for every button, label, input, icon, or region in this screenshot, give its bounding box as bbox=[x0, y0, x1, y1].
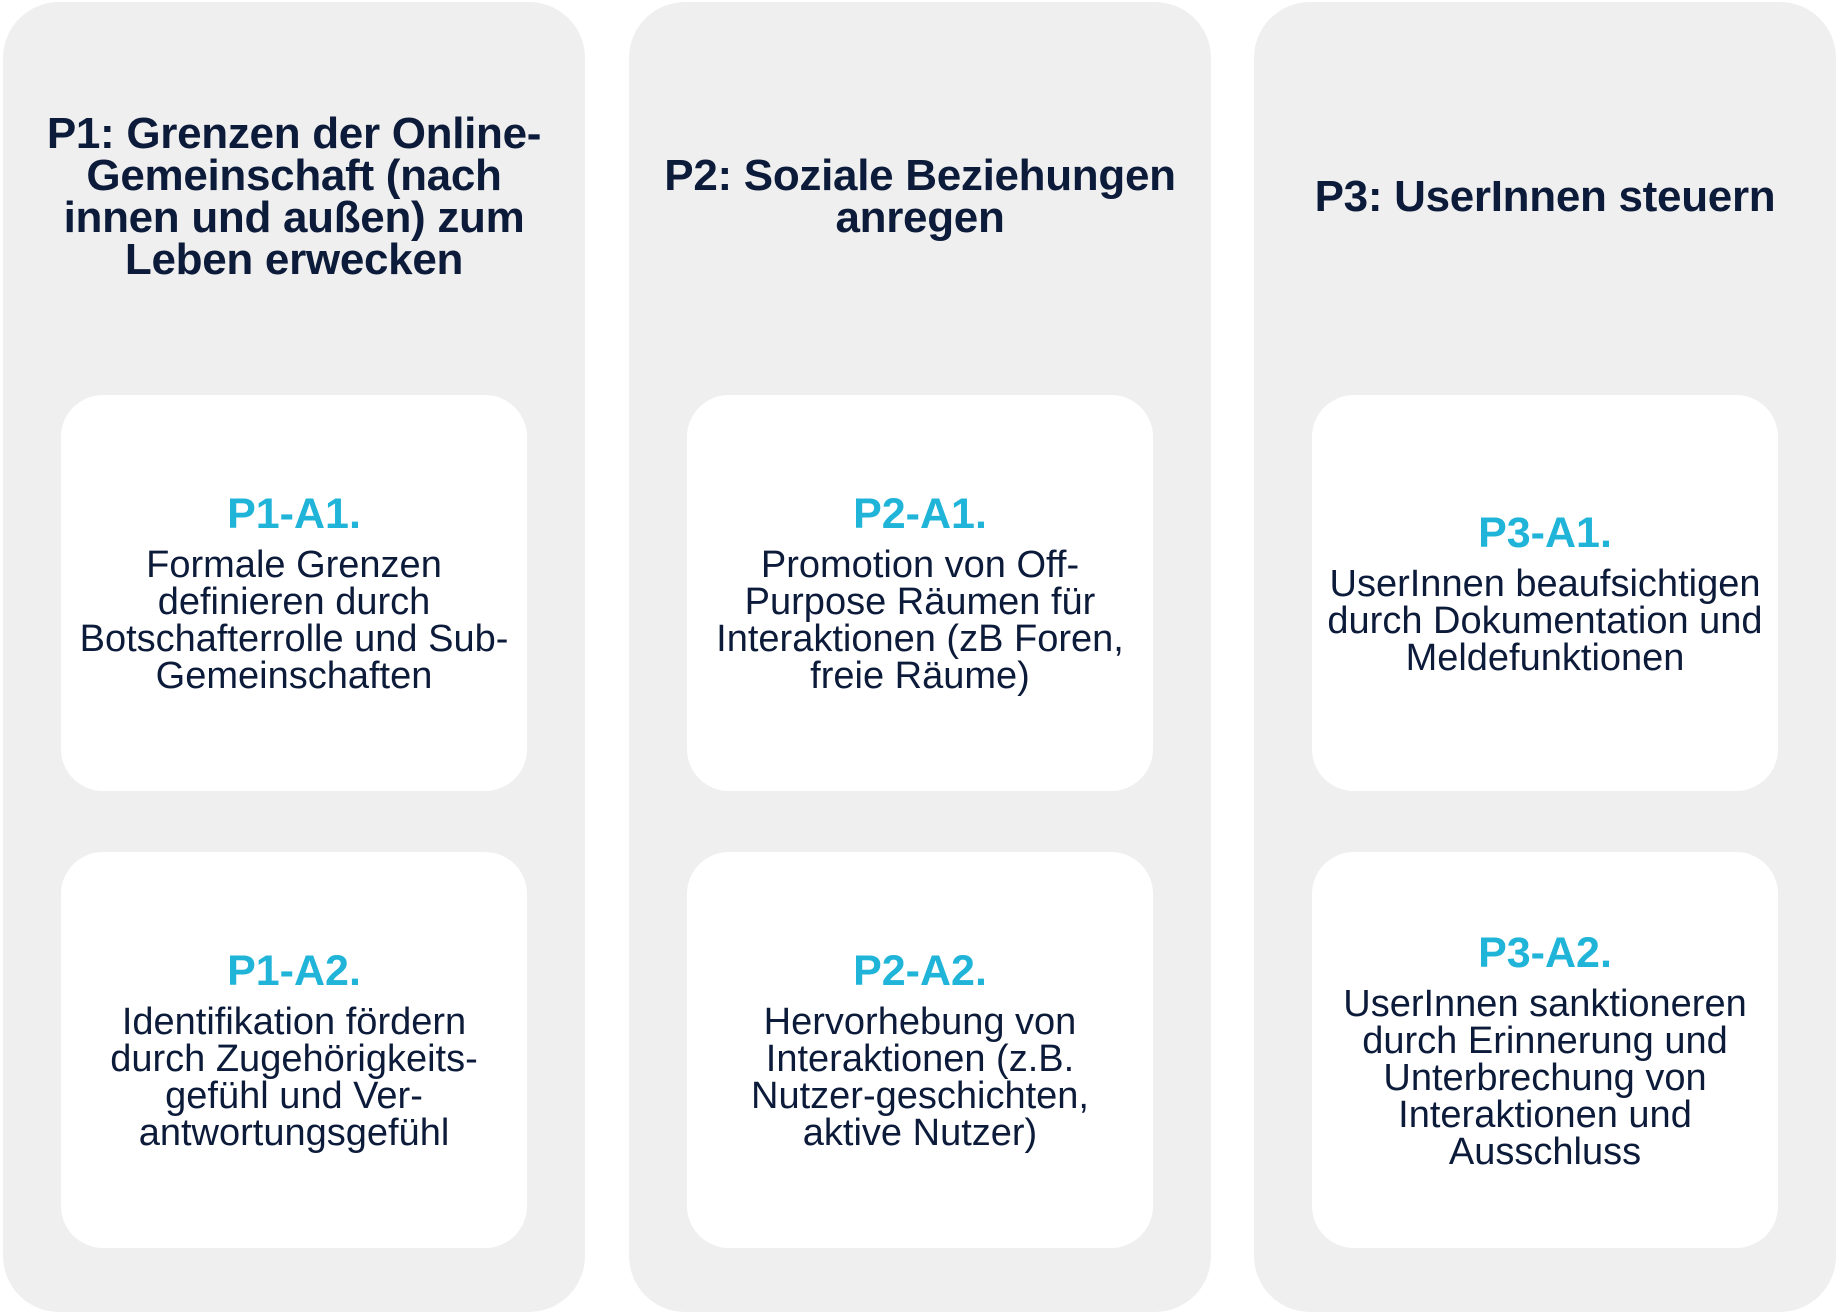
card-p2-a2 bbox=[687, 852, 1153, 1248]
card-text: Promotion von Off-Purpose Räumen für Interaktionen (zB Foren, freie Räume) bbox=[716, 544, 1124, 697]
card-text: Identifikation fördern durch Zugehörigkeits-gefühl und Ver-antwortungsgefühl bbox=[110, 1001, 478, 1154]
card-text: UserInnen beaufsichtigen durch Dokumentation und Meldefunktionen bbox=[1327, 562, 1763, 679]
card-text: UserInnen sanktioneren durch Erinnerung und Unterbrechung von Interaktionen und Ausschluss bbox=[1343, 982, 1747, 1173]
card-code: P3-A2. bbox=[1478, 928, 1612, 977]
card-code: P1-A2. bbox=[227, 947, 361, 995]
card-code: P2-A2. bbox=[853, 947, 987, 995]
column-title: P2: Soziale Beziehungen anregen bbox=[664, 151, 1176, 242]
card-p3-a2 bbox=[1312, 852, 1778, 1248]
card-text: Formale Grenzen definieren durch Botschafterrolle und Sub-Gemeinschaften bbox=[79, 544, 509, 697]
card-text: Hervorhebung von Interaktionen (z.B. Nutzer-geschichten, aktive Nutzer) bbox=[751, 1001, 1089, 1154]
card-code: P1-A1. bbox=[227, 490, 361, 538]
card-code: P2-A1. bbox=[853, 490, 987, 538]
column-p3 bbox=[1254, 2, 1836, 1312]
card-p1-a2 bbox=[61, 852, 527, 1248]
card-p3-a1 bbox=[1312, 395, 1778, 791]
card-code: P3-A1. bbox=[1478, 508, 1612, 557]
card-p1-a1 bbox=[61, 395, 527, 791]
column-title: P1: Grenzen der Online-Gemeinschaft (nach innen und außen) zum Leben erwecken bbox=[46, 109, 542, 284]
column-p2 bbox=[629, 2, 1211, 1312]
column-p1 bbox=[3, 2, 585, 1312]
column-title: P3: UserInnen steuern bbox=[1314, 172, 1776, 221]
card-p2-a1 bbox=[687, 395, 1153, 791]
